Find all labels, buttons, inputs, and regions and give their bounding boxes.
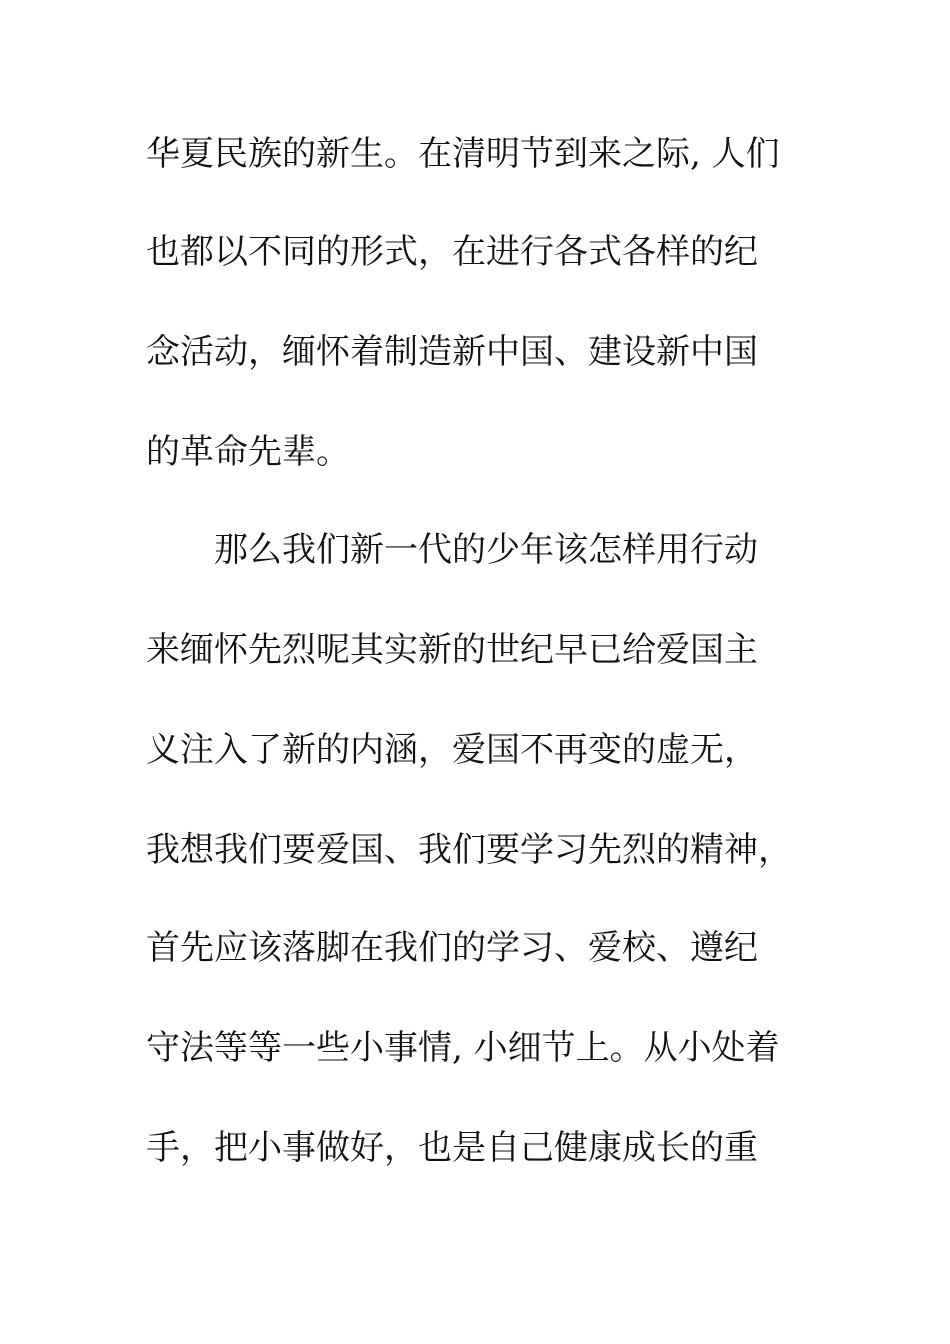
text-line-3: 念活动，缅怀着制造新中国、建设新中国 xyxy=(146,332,758,372)
text-line-8: 我想我们要爱国、我们要学习先烈的精神， xyxy=(146,830,792,870)
text-line-1: 华夏民族的新生。在清明节到来之际, 人们 xyxy=(146,134,780,174)
text-line-11: 手，把小事做好，也是自己健康成长的重 xyxy=(146,1128,758,1168)
text-line-2: 也都以不同的形式，在进行各式各样的纪 xyxy=(146,232,758,272)
text-line-9: 首先应该落脚在我们的学习、爱校、遵纪 xyxy=(146,928,758,968)
text-line-10: 守法等等一些小事情, 小细节上。从小处着 xyxy=(146,1028,780,1068)
paragraph-start-line: 那么我们新一代的少年该怎样用行动 xyxy=(214,530,758,570)
text-line-6: 来缅怀先烈呢其实新的世纪早已给爱国主 xyxy=(146,630,758,670)
text-line-4: 的革命先辈。 xyxy=(146,432,350,472)
text-line-7: 义注入了新的内涵，爱国不再变的虚无， xyxy=(146,730,758,770)
